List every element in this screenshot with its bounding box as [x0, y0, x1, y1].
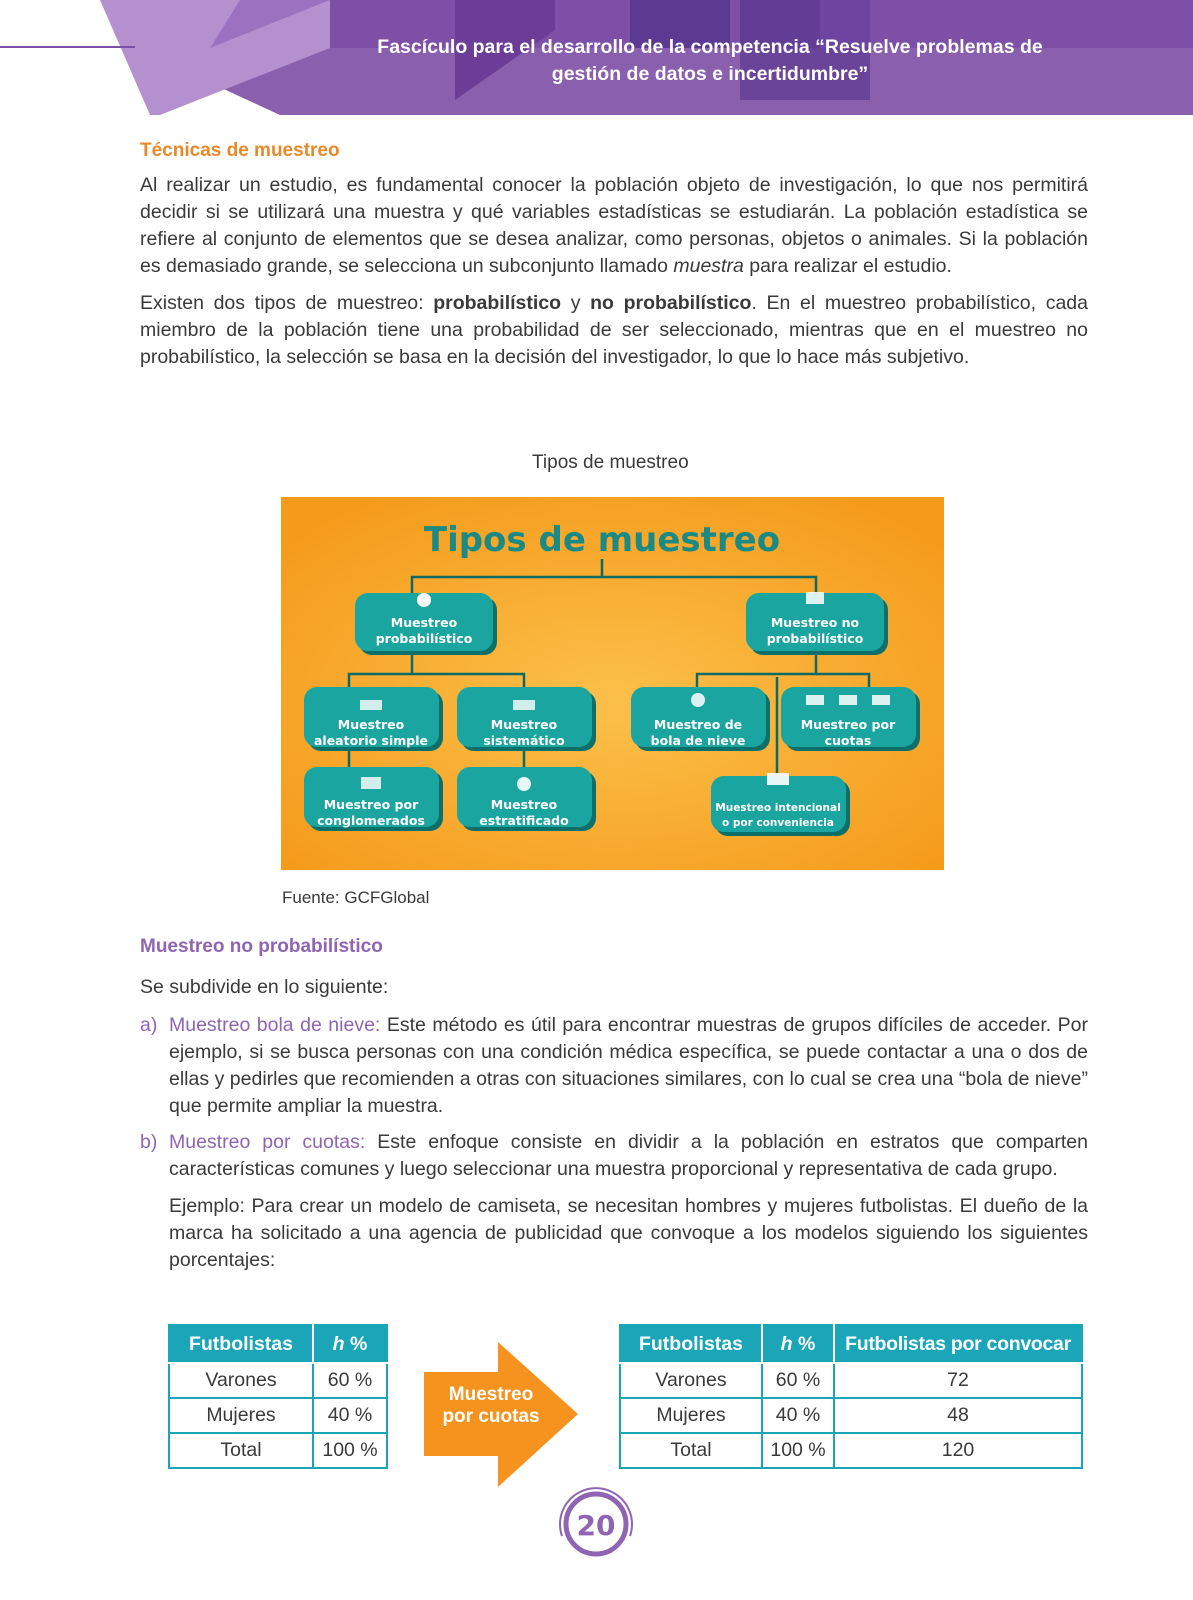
header-title-line1: Fascículo para el desarrollo de la competencia “Resuelve problemas de	[377, 36, 1043, 58]
list-marker-b: b)	[140, 1131, 158, 1153]
box-cuotas-line2: cuotas	[824, 733, 872, 748]
table-header-row	[169, 1325, 387, 1363]
box-estratificado-line1: Muestreo	[490, 797, 558, 812]
list-item-a-text	[169, 1012, 1088, 1120]
cell-label: Mujeres	[169, 1398, 313, 1433]
section-heading-2: Muestreo no probabilístico	[140, 936, 383, 957]
cell-label: Mujeres	[620, 1398, 762, 1433]
table-header-futbolistas: Futbolistas	[620, 1325, 762, 1363]
table-percentages	[168, 1324, 388, 1469]
box-bola-line1: Muestreo de	[653, 717, 743, 732]
page-number-badge	[548, 1476, 644, 1572]
paragraph-1-end: para realizar el estudio.	[743, 255, 952, 277]
table-row	[620, 1398, 1082, 1433]
table-row	[169, 1433, 387, 1468]
paragraph-2-bold-1: probabilístico	[433, 292, 562, 314]
box-conglomerados	[304, 767, 443, 831]
arrow-label-line2: por cuotas	[442, 1406, 540, 1427]
sampling-types-infographic	[281, 497, 944, 870]
header-title-line2: gestión de datos e incertidumbre”	[551, 63, 869, 85]
box-no-probabilistico	[746, 592, 888, 655]
list-item-b-text	[169, 1129, 1088, 1183]
box-bola-line2: bola de nieve	[650, 733, 746, 748]
table-header-h: h	[780, 1332, 793, 1355]
paragraph-1-italic: muestra	[673, 255, 744, 277]
table-header-h-percent	[313, 1325, 387, 1363]
table-header-por-convocar: Futbolistas por convocar	[834, 1325, 1082, 1363]
box-probabilistico-line1: Muestreo	[390, 615, 458, 630]
paragraph-2-text-b: y	[561, 292, 591, 314]
paragraph-1-text: Al realizar un estudio, es fundamental conocer la población objeto de investigación, lo que nos permitirá decidir si se utilizará una muestra y qué variables estadísticas se estudiarán. La población estadística se refiere al conjunto de elementos que se desea analizar, como personas, objetos o animales. Si la población es demasiado grande, se selecciona un subconjunto llamado	[140, 174, 1088, 277]
box-intencional	[711, 773, 850, 836]
box-sistematico-line1: Muestreo	[490, 717, 558, 732]
paragraph-2-text-c: . En el muestreo probabilístico, cada miembro de la población tiene una probabilidad de ser seleccionado, mientras que en el muestreo no probabilístico, la selección se basa en la decisión del investigador, lo que lo hace más subjetivo.	[140, 292, 1088, 368]
arrow-label-line1: Muestreo	[448, 1384, 534, 1405]
box-no-probabilistico-line1: Muestreo no	[770, 615, 860, 630]
box-conglomerados-line2: conglomerados	[317, 813, 425, 828]
box-estratificado-line2: estratificado	[479, 813, 569, 828]
figure-caption: Tipos de muestreo	[532, 452, 689, 473]
infographic-title: Tipos de muestreo	[423, 520, 781, 560]
cell-label: Varones	[620, 1363, 762, 1398]
paragraph-2-text-a: Existen dos tipos de muestreo:	[140, 292, 434, 314]
box-aleatorio-line1: Muestreo	[337, 717, 405, 732]
page-header	[0, 0, 1193, 115]
box-conglomerados-line1: Muestreo por	[323, 797, 419, 812]
box-cuotas-line1: Muestreo por	[800, 717, 896, 732]
box-estratificado	[457, 767, 596, 831]
section-non-probabilistic	[140, 936, 1088, 1001]
cell-percent: 100 %	[762, 1433, 834, 1468]
cell-percent: 40 %	[762, 1398, 834, 1433]
table-header-percent: %	[792, 1332, 816, 1355]
table-header-row	[620, 1325, 1082, 1363]
box-aleatorio-simple	[304, 687, 443, 751]
table-row	[169, 1363, 387, 1398]
page-number: 20	[576, 1509, 616, 1542]
cell-label: Total	[169, 1433, 313, 1468]
list-item-b	[140, 1129, 1088, 1274]
cell-count: 120	[834, 1433, 1082, 1468]
table-row	[169, 1398, 387, 1433]
table-row	[620, 1363, 1082, 1398]
term-bola-de-nieve: Muestreo bola de nieve:	[169, 1014, 381, 1036]
table-header-h: h	[332, 1332, 345, 1355]
cell-percent: 60 %	[762, 1363, 834, 1398]
box-sistematico-line2: sistemático	[483, 733, 565, 748]
paragraph-2-bold-2: no probabilístico	[590, 292, 752, 314]
cell-count: 72	[834, 1363, 1082, 1398]
list-marker-a: a)	[140, 1014, 158, 1036]
term-cuotas: Muestreo por cuotas:	[169, 1131, 366, 1153]
list-item-a	[140, 1012, 1088, 1120]
box-probabilistico-line2: probabilístico	[375, 631, 473, 646]
box-intencional-line2: o por conveniencia	[722, 817, 834, 829]
table-header-percent: %	[344, 1332, 368, 1355]
section-2-intro: Se subdivide en lo siguiente:	[140, 976, 389, 998]
box-aleatorio-line2: aleatorio simple	[313, 733, 429, 748]
cell-percent: 40 %	[313, 1398, 387, 1433]
cell-label: Total	[620, 1433, 762, 1468]
section-heading: Técnicas de muestreo	[140, 140, 340, 161]
box-sistematico	[457, 687, 596, 751]
box-cuotas	[781, 687, 920, 751]
table-header-futbolistas: Futbolistas	[169, 1325, 313, 1363]
figure-source: Fuente: GCFGlobal	[282, 888, 430, 907]
list-item-b-body: Este enfoque consiste en dividir a la población en estratos que comparten características comunes y luego seleccionar una muestra proporcional y representativa de cada grupo.	[169, 1131, 1088, 1180]
box-no-probabilistico-line2: probabilístico	[766, 631, 864, 646]
arrow-label	[426, 1384, 556, 1428]
box-probabilistico	[355, 593, 497, 655]
paragraph-1	[140, 172, 1088, 280]
cell-label: Varones	[169, 1363, 313, 1398]
box-intencional-line1: Muestreo intencional	[715, 802, 841, 814]
header-title	[300, 34, 1120, 88]
example-paragraph: Ejemplo: Para crear un modelo de camiseta, se necesitan hombres y mujeres futbolistas. El dueño de la marca ha solicitado a una agencia de publicidad que convoque a los modelos siguiendo los siguientes porcentajes:	[169, 1195, 1088, 1271]
cell-count: 48	[834, 1398, 1082, 1433]
cell-percent: 60 %	[313, 1363, 387, 1398]
paragraph-2	[140, 290, 1088, 371]
section-sampling-techniques	[140, 140, 1088, 371]
table-row	[620, 1433, 1082, 1468]
box-bola-de-nieve	[631, 687, 770, 751]
cell-percent: 100 %	[313, 1433, 387, 1468]
table-header-h-percent	[762, 1325, 834, 1363]
list-item-a-body: Este método es útil para encontrar muestras de grupos difíciles de acceder. Por ejemplo, si se busca personas con una condición médica específica, se puede contactar a una o dos de ellas y pedirles que recomienden a otras con situaciones similares, con lo cual se crea una “bola de nieve” que permite ampliar la muestra.	[169, 1014, 1088, 1117]
table-quotas	[619, 1324, 1083, 1469]
